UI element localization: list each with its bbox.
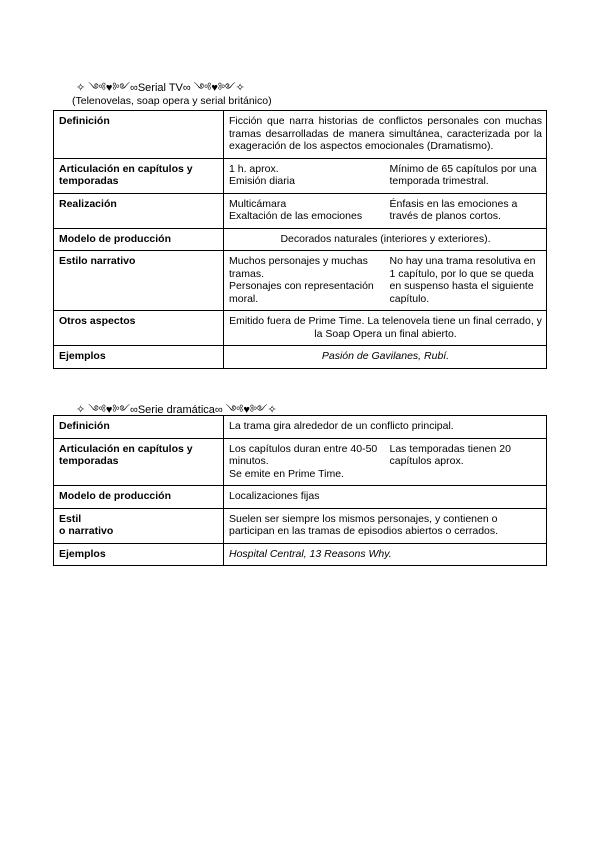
cell-line: Multicámara [229, 197, 287, 210]
row-label-estilo [54, 508, 224, 543]
table-row [54, 228, 547, 251]
row-value-articulacion [224, 158, 547, 193]
cell-line: Los capítulos duran entre 40-50 minutos. [229, 442, 378, 467]
table-row [54, 486, 547, 509]
table-row [54, 251, 547, 311]
cell-line: 1 h. aprox. [229, 162, 279, 175]
section1-subtitle: (Telenovelas, soap opera y serial británico) [72, 95, 272, 107]
cell-line: Exaltación de las emociones [229, 210, 363, 222]
cell-line: Muchos personajes y muchas tramas. [229, 255, 368, 280]
section2-title: ✧ ༺♥༻∞Serie dramática∞ ༺♥༻✧ [76, 404, 277, 416]
table-row [54, 416, 547, 439]
row-value-realizacion [224, 193, 547, 228]
label-line: o narrativo [59, 525, 114, 537]
row-label-estilo: Estilo narrativo [54, 251, 224, 311]
cell-text: Mínimo de 65 capítulos por una temporada trimestral. [389, 162, 537, 187]
row-value-definicion: La trama gira alrededor de un conflicto principal. [224, 416, 547, 439]
serie-dramatica-table [53, 415, 547, 566]
label-line: Estil [59, 512, 82, 525]
cell-text: Las temporadas tienen 20 capítulos aprox. [389, 442, 511, 467]
row-value-ejemplos: Pasión de Gavilanes, Rubí. [224, 346, 547, 369]
table-row [54, 438, 547, 486]
cell-text: Énfasis en las emociones a través de planos cortos. [389, 197, 518, 222]
row-value-articulacion [224, 438, 547, 486]
row-label-definicion: Definición [54, 416, 224, 439]
row-label-ejemplos: Ejemplos [54, 346, 224, 369]
row-value-estilo: Suelen ser siempre los mismos personajes, y contienen o participan en las tramas de episodios abiertos o cerrados. [224, 508, 547, 543]
row-value-modelo: Localizaciones fijas [224, 486, 547, 509]
cell-line: Emisión diaria [229, 175, 295, 187]
table-row [54, 311, 547, 346]
row-label-realizacion: Realización [54, 193, 224, 228]
row-label-modelo: Modelo de producción [54, 228, 224, 251]
row-value-otros: Emitido fuera de Prime Time. La telenovela tiene un final cerrado, y la Soap Opera un final abierto. [224, 311, 547, 346]
row-value-estilo [224, 251, 547, 311]
cell-line: Se emite en Prime Time. [229, 467, 344, 480]
table-row [54, 111, 547, 159]
table-row [54, 508, 547, 543]
row-value-definicion: Ficción que narra historias de conflictos personales con muchas tramas desarrolladas de manera simultánea, caracterizada por la exageración de los aspectos emocionales (Dramatismo). [224, 111, 547, 159]
table-row [54, 346, 547, 369]
table-row [54, 543, 547, 566]
row-value-ejemplos: Hospital Central, 13 Reasons Why. [224, 543, 547, 566]
serial-tv-table [53, 110, 547, 369]
row-label-ejemplos: Ejemplos [54, 543, 224, 566]
section1-title: ✧ ༺♥༻∞Serial TV∞ ༺♥༻✧ [76, 82, 245, 94]
cell-text: No hay una trama resolutiva en 1 capítulo, por lo que se queda en suspenso hasta el siguiente capítulo. [389, 255, 536, 305]
row-label-modelo: Modelo de producción [54, 486, 224, 509]
row-label-definicion: Definición [54, 111, 224, 159]
table-row [54, 193, 547, 228]
row-label-articulacion: Articulación en capítulos y temporadas [54, 158, 224, 193]
row-label-articulacion: Articulación en capítulos y temporadas [54, 438, 224, 486]
cell-line: Personajes con representación moral. [229, 280, 374, 305]
row-label-otros: Otros aspectos [54, 311, 224, 346]
row-value-modelo: Decorados naturales (interiores y exteriores). [224, 228, 547, 251]
table-row [54, 158, 547, 193]
